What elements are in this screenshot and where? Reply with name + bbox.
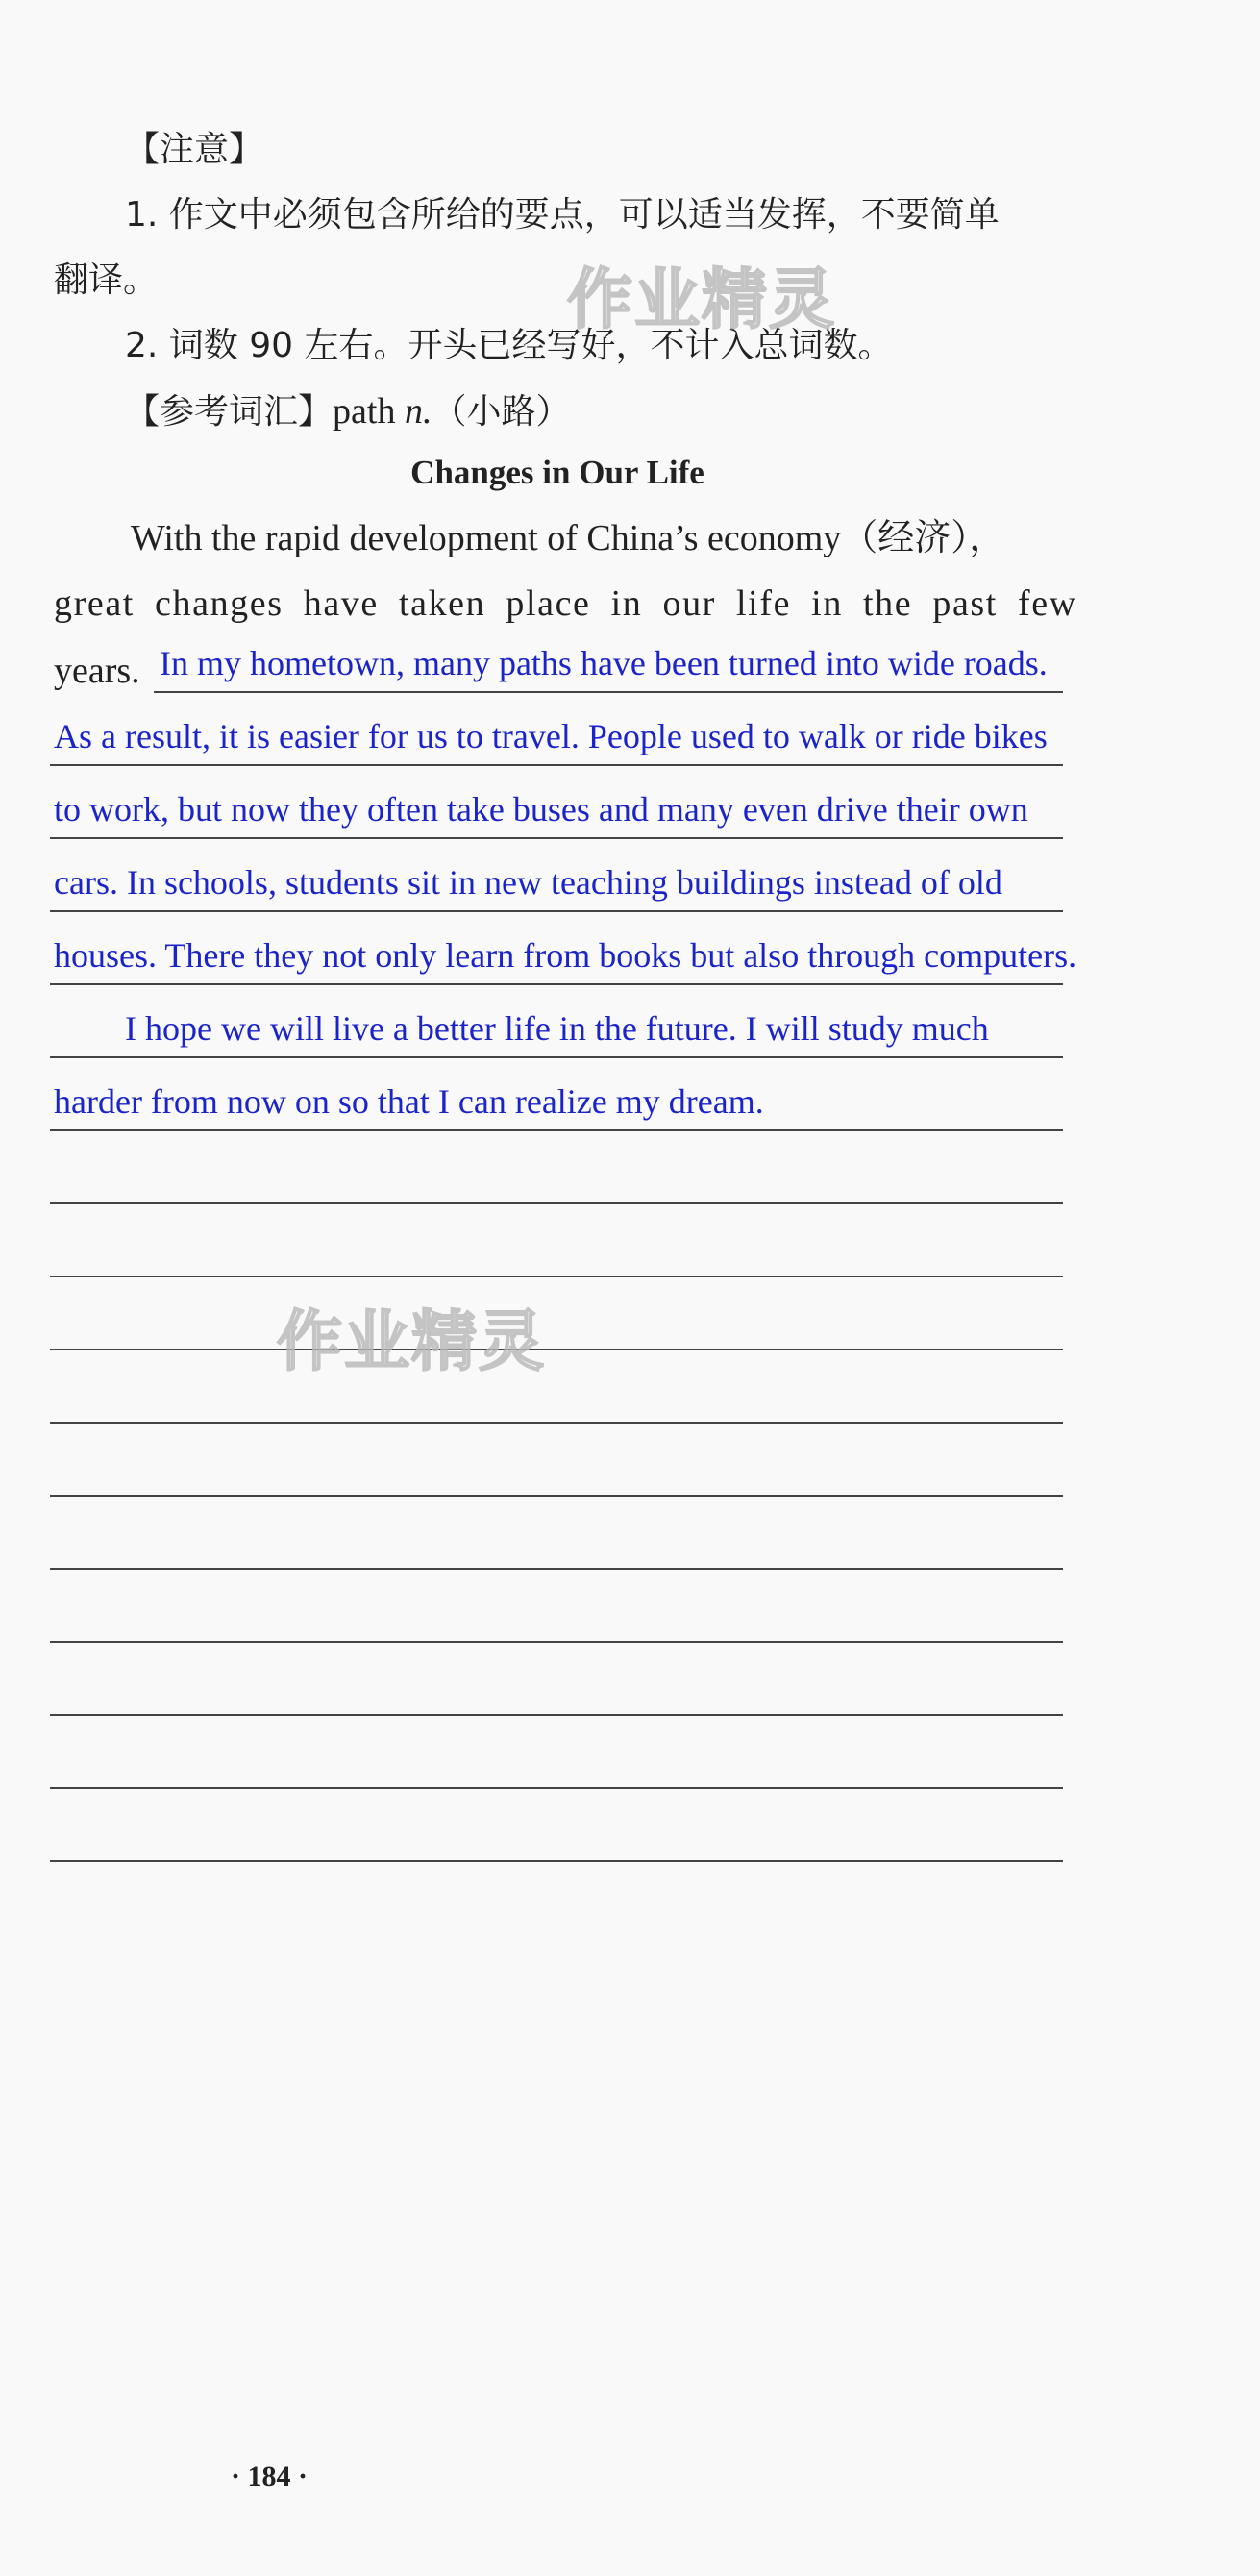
writing-rule (154, 691, 1063, 693)
vocab-part-of-speech: n. (404, 391, 432, 432)
notice-item-2: 2. 词数 90 左右。开头已经写好，不计入总词数。 (125, 326, 893, 365)
answer-line-6: I hope we will live a better life in the future. I will study much (125, 1009, 989, 1048)
essay-intro-line-1: With the rapid development of China’s economy（经济）， (131, 518, 1006, 558)
notice-item-1-line-1: 1. 作文中必须包含所给的要点，可以适当发挥，不要简单 (125, 195, 1000, 235)
writing-rule (50, 1860, 1063, 1862)
answer-line-3: to work, but now they often take buses and many even drive their own (54, 790, 1028, 829)
vocab-line (125, 390, 570, 433)
writing-rule (50, 983, 1063, 985)
notice-item-1-line-2: 翻译。 (54, 260, 159, 300)
writing-rule (50, 1568, 1063, 1570)
writing-rule (50, 764, 1063, 766)
writing-rule (50, 1276, 1063, 1277)
essay-intro-line-2: great changes have taken place in our life in the past few (54, 583, 1077, 624)
writing-rule (50, 1714, 1063, 1716)
writing-rule (50, 910, 1063, 912)
writing-rule (50, 1202, 1063, 1204)
answer-line-7: harder from now on so that I can realize my dream. (54, 1082, 764, 1121)
answer-line-1: In my hometown, many paths have been turned into wide roads. (160, 644, 1048, 682)
writing-rule (50, 1495, 1063, 1497)
essay-title: Changes in Our Life (410, 454, 704, 491)
page-number: · 184 · (231, 2461, 309, 2492)
notice-heading: 【注意】 (125, 130, 264, 169)
vocab-meaning: （小路） (432, 392, 571, 432)
watermark-top: 作业精灵 (567, 262, 837, 338)
writing-rule (50, 1422, 1063, 1424)
writing-rule (50, 1056, 1063, 1058)
answer-line-2: As a result, it is easier for us to travel. People used to walk or ride bikes (54, 717, 1048, 755)
writing-rule (50, 1787, 1063, 1789)
vocab-word: path (333, 391, 405, 432)
writing-rule (50, 837, 1063, 839)
answer-line-4: cars. In schools, students sit in new teaching buildings instead of old (54, 863, 1002, 902)
watermark-middle: 作业精灵 (277, 1304, 547, 1380)
essay-intro-line-3: years. (54, 651, 140, 691)
vocab-label: 【参考词汇】 (125, 392, 334, 432)
writing-rule (50, 1349, 1063, 1350)
writing-rule (50, 1129, 1063, 1131)
answer-line-5: houses. There they not only learn from books but also through computers. (54, 936, 1077, 975)
writing-rule (50, 1641, 1063, 1643)
